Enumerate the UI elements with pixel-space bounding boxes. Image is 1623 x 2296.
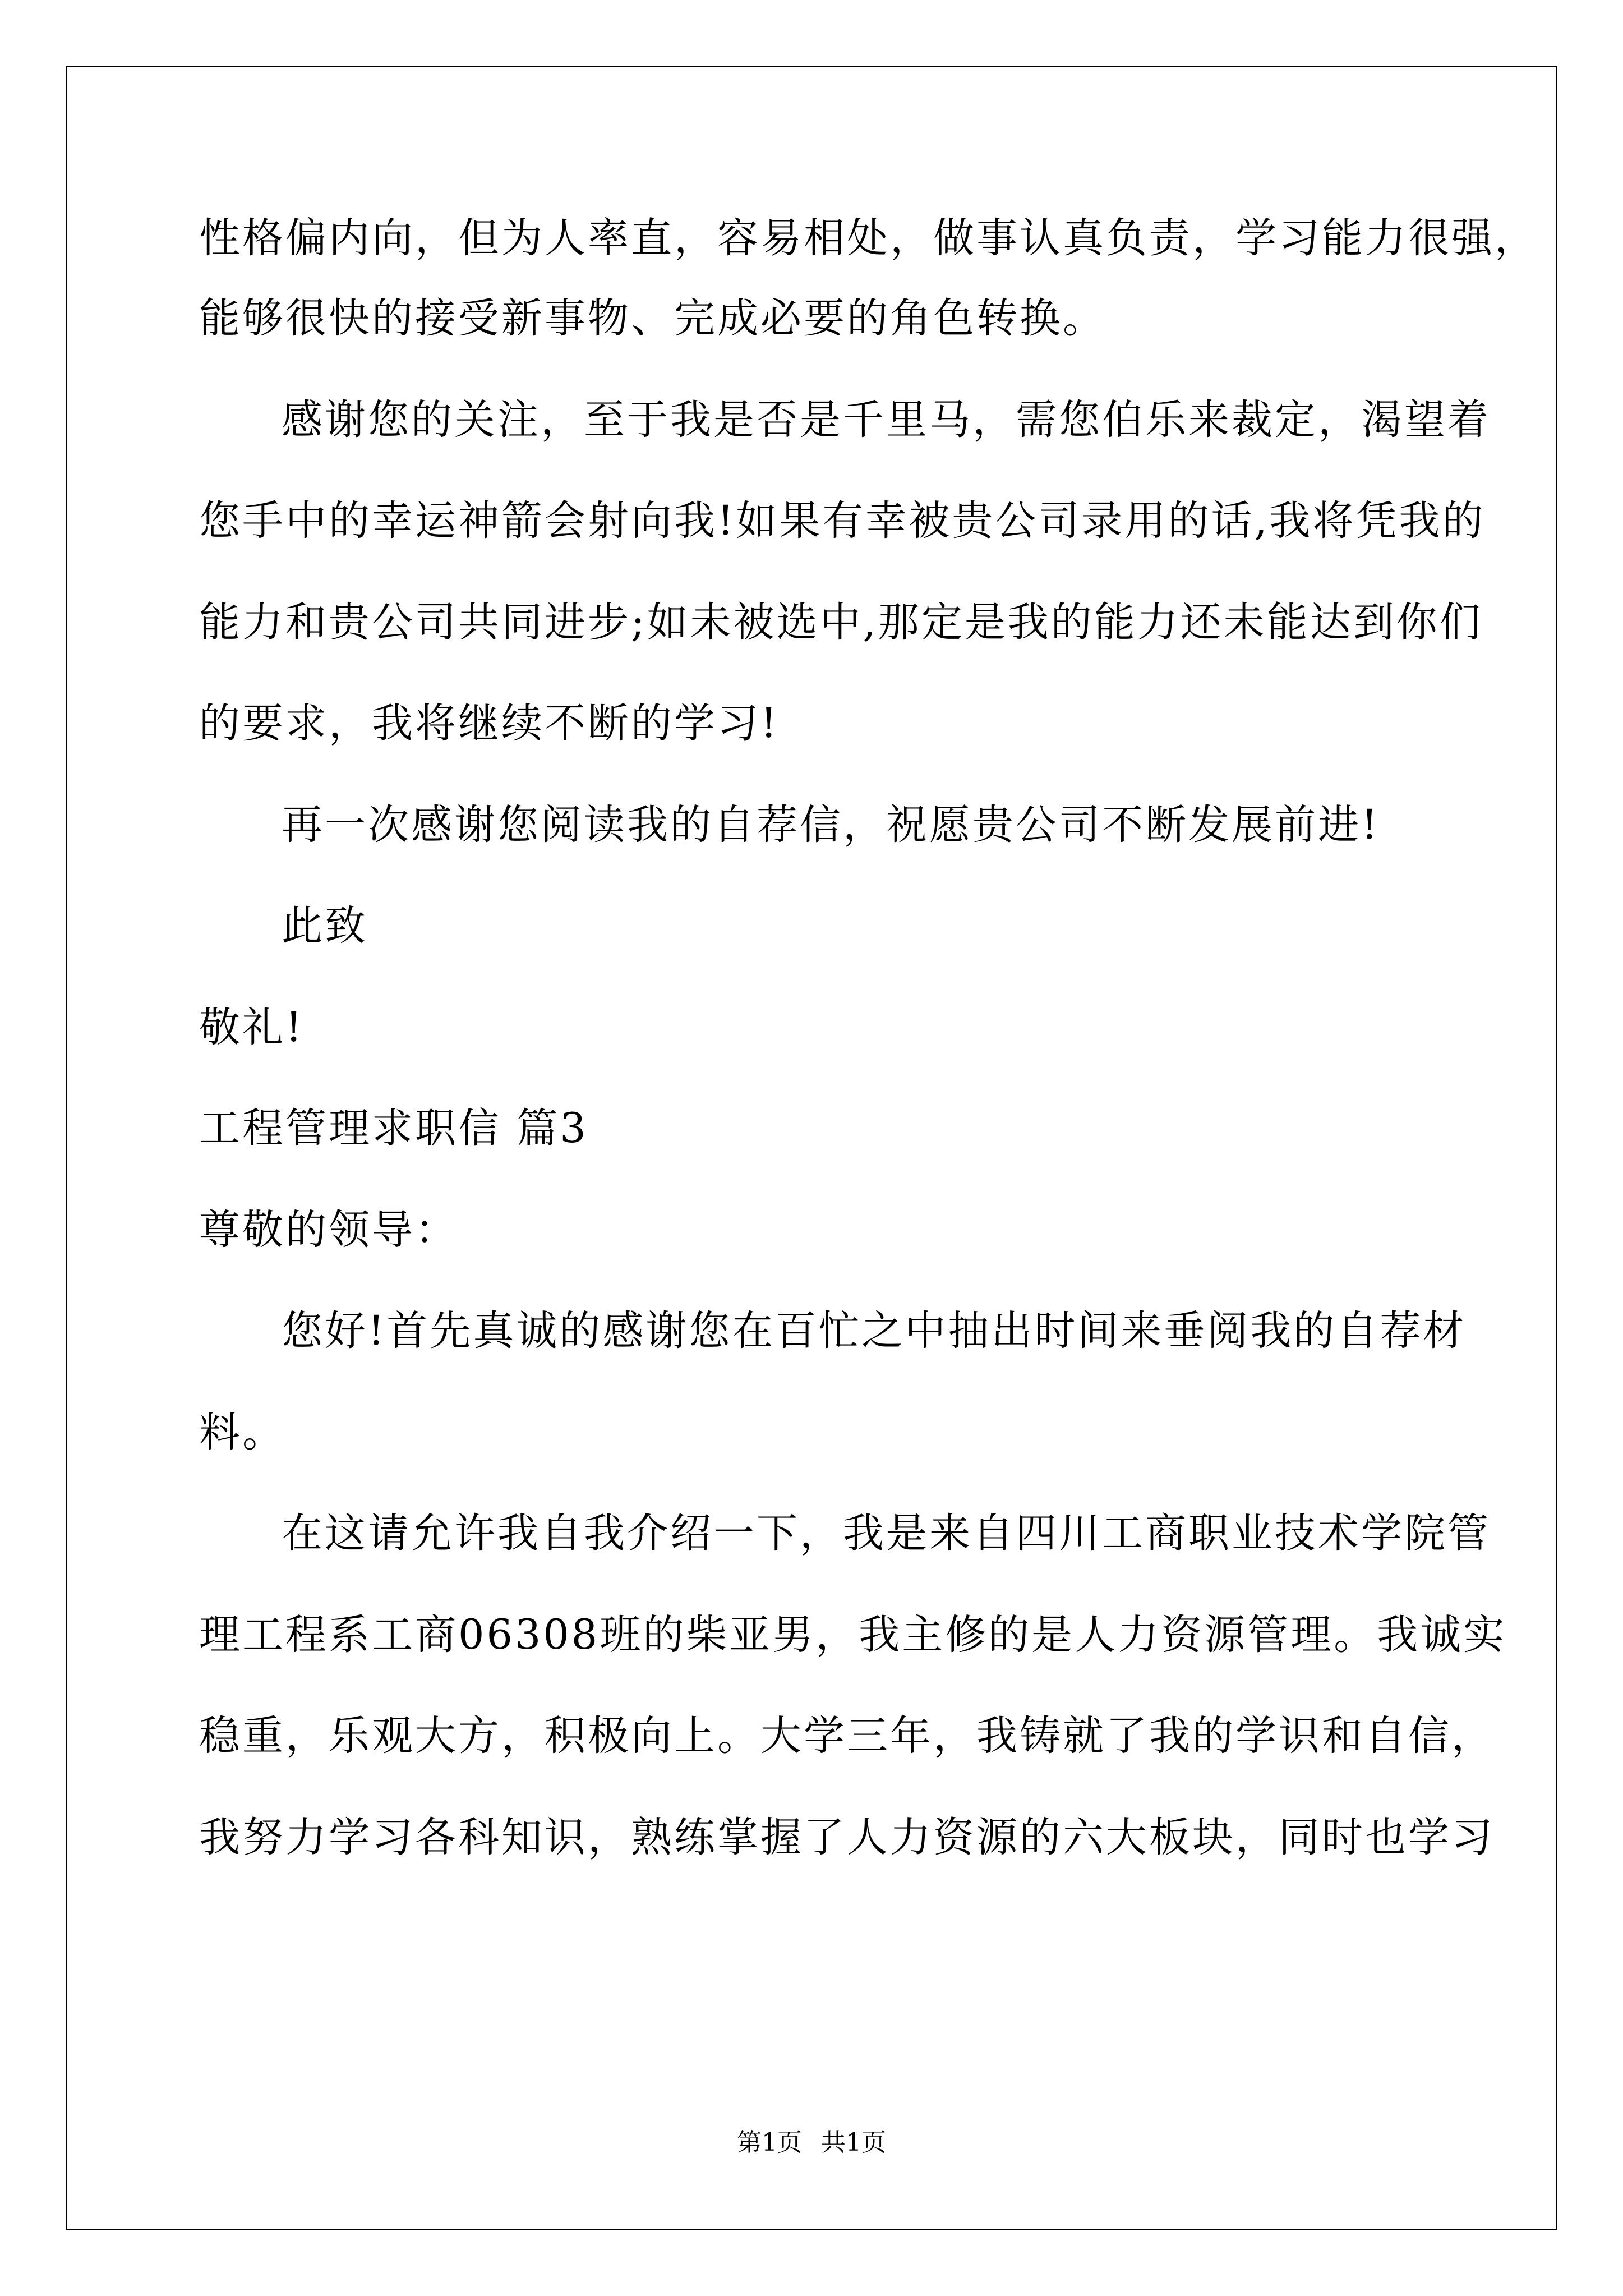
paragraph-line-13: 我努力学习各科知识，熟练掌握了人力资源的六大板块，同时也学习 xyxy=(199,1814,1495,1861)
page-total: 共1页 xyxy=(821,2128,886,2157)
paragraph-line-8: 您好!首先真诚的感谢您在百忙之中抽出时间来垂阅我的自荐材 xyxy=(282,1307,1467,1355)
paragraph-line-2: 能够很快的接受新事物、完成必要的角色转换。 xyxy=(199,295,1106,342)
paragraph-line-12: 稳重，乐观大方，积极向上。大学三年，我铸就了我的学识和自信， xyxy=(199,1712,1495,1760)
paragraph-line-10: 在这请允许我自我介绍一下，我是来自四川工商职业技术学院管 xyxy=(282,1510,1491,1557)
paragraph-line-9: 料。 xyxy=(199,1409,285,1456)
paragraph-line-5: 能力和贵公司共同进步;如未被选中,那定是我的能力还未能达到你们 xyxy=(199,599,1483,646)
paragraph-line-1: 性格偏内向，但为人率直，容易相处，做事认真负责，学习能力很强， xyxy=(199,214,1538,262)
section-heading: 工程管理求职信 篇3 xyxy=(199,1105,588,1152)
closing-salutation: 此致 xyxy=(282,902,368,950)
page-number: 第1页 xyxy=(737,2128,802,2157)
paragraph-line-6: 的要求，我将继续不断的学习! xyxy=(199,700,780,747)
letter-greeting: 尊敬的领导： xyxy=(199,1206,458,1254)
paragraph-line-7: 再一次感谢您阅读我的自荐信，祝愿贵公司不断发展前进! xyxy=(282,801,1380,849)
paragraph-line-4: 您手中的幸运神箭会射向我!如果有幸被贵公司录用的话,我将凭我的 xyxy=(199,497,1486,545)
paragraph-line-11: 理工程系工商06308班的柴亚男，我主修的是人力资源管理。我诚实 xyxy=(199,1611,1507,1659)
paragraph-line-3: 感谢您的关注，至于我是否是千里马，需您伯乐来裁定，渴望着 xyxy=(282,396,1491,444)
closing-regards: 敬礼! xyxy=(199,1004,305,1051)
page-footer xyxy=(0,2126,1623,2160)
